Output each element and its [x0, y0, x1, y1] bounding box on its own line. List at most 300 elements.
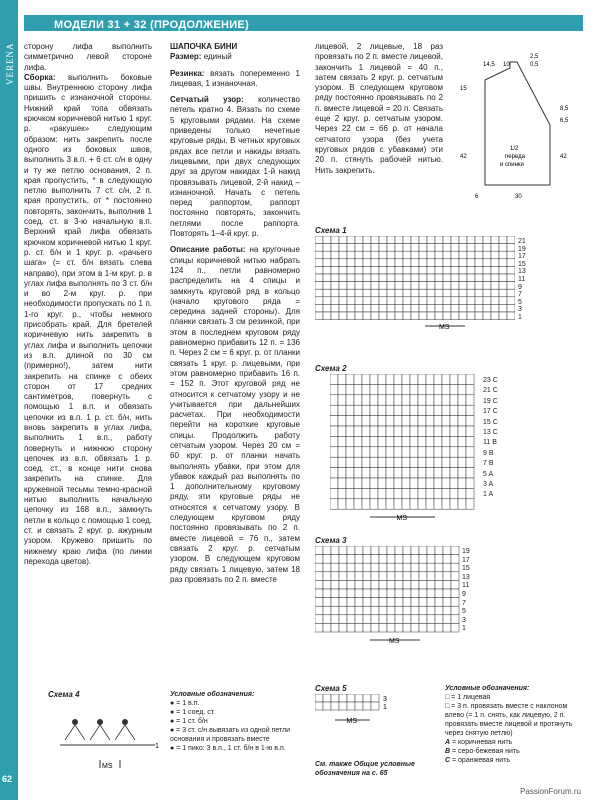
grid-cell — [418, 499, 426, 509]
grid-cell — [315, 282, 323, 290]
grid-cell — [371, 615, 379, 624]
grid-cell — [331, 615, 339, 624]
grid-cell — [331, 598, 339, 607]
grid-cell — [458, 395, 466, 405]
grid-cell — [379, 572, 387, 581]
grid-cell — [330, 395, 338, 405]
column-1 — [24, 42, 152, 567]
grid-cell — [363, 555, 371, 564]
grid-cell — [323, 702, 331, 710]
grid-cell — [331, 244, 339, 252]
row-number: 15 C — [483, 418, 498, 426]
grid-cell — [402, 416, 410, 426]
row-number: 3 — [383, 696, 387, 703]
grid-cell — [450, 416, 458, 426]
grid-cell — [363, 236, 371, 244]
grid-cell — [402, 395, 410, 405]
legend-item: □ = 1 лицевая — [445, 694, 491, 701]
grid-cell — [323, 304, 331, 312]
grid-cell — [378, 468, 386, 478]
grid-cell — [378, 405, 386, 415]
grid-cell — [339, 236, 347, 244]
grid-cell — [435, 251, 443, 259]
grid-cell — [379, 563, 387, 572]
grid-cell — [458, 436, 466, 446]
grid-cell — [347, 580, 355, 589]
grid-cell — [363, 615, 371, 624]
grid-cell — [331, 546, 339, 555]
grid-cell — [395, 251, 403, 259]
grid-cell — [387, 259, 395, 267]
grid-cell — [435, 572, 443, 581]
grid-cell — [323, 606, 331, 615]
grid-cell — [354, 426, 362, 436]
grid-cell — [507, 282, 515, 290]
grid-cell — [451, 289, 459, 297]
grid-cell — [467, 244, 475, 252]
grid-cell — [443, 555, 451, 564]
grid-cell — [450, 488, 458, 498]
grid-cell — [491, 304, 499, 312]
row-number: 19 C — [483, 397, 498, 405]
grid-cell — [483, 297, 491, 305]
grid-cell — [426, 499, 434, 509]
ms-label: MS — [439, 324, 450, 331]
grid-cell — [395, 236, 403, 244]
grid-cell — [323, 563, 331, 572]
grid-cell — [402, 384, 410, 394]
grid-cell — [315, 259, 323, 267]
grid-cell — [411, 580, 419, 589]
grid-cell — [323, 623, 331, 632]
grid-cell — [355, 606, 363, 615]
grid-cell — [402, 405, 410, 415]
legend-title: Условные обозначения: — [170, 691, 255, 698]
row-number: 1 A — [483, 491, 494, 499]
grid-cell — [411, 274, 419, 282]
grid-cell — [435, 615, 443, 624]
schema-2-rows — [483, 376, 498, 501]
grid-cell — [379, 289, 387, 297]
grid-cell — [411, 589, 419, 598]
grid-cell — [355, 289, 363, 297]
grid-cell — [387, 606, 395, 615]
grid-cell — [331, 251, 339, 259]
grid-cell — [459, 244, 467, 252]
grid-cell — [355, 266, 363, 274]
grid-cell — [362, 374, 370, 384]
grid-cell — [330, 405, 338, 415]
grid-cell — [315, 694, 323, 702]
grid-cell — [395, 589, 403, 598]
grid-cell — [362, 436, 370, 446]
grid-cell — [323, 694, 331, 702]
grid-cell — [363, 304, 371, 312]
grid-cell — [466, 468, 474, 478]
grid-cell — [315, 598, 323, 607]
ms-label: MS — [346, 718, 357, 725]
grid-cell — [323, 615, 331, 624]
grid-cell — [403, 563, 411, 572]
grid-cell — [418, 405, 426, 415]
grid-cell — [315, 546, 323, 555]
grid-cell — [363, 623, 371, 632]
grid-cell — [411, 304, 419, 312]
grid-cell — [362, 395, 370, 405]
grid-cell — [378, 436, 386, 446]
grid-cell — [443, 266, 451, 274]
grid-cell — [346, 426, 354, 436]
grid-cell — [499, 274, 507, 282]
grid-cell — [426, 384, 434, 394]
grid-cell — [459, 297, 467, 305]
grid-cell — [338, 436, 346, 446]
grid-cell — [339, 598, 347, 607]
grid-cell — [475, 289, 483, 297]
grid-cell — [451, 244, 459, 252]
grid-cell — [450, 447, 458, 457]
grid-cell — [331, 289, 339, 297]
grid-cell — [451, 251, 459, 259]
grid-cell — [443, 580, 451, 589]
grid-cell — [354, 488, 362, 498]
grid-cell — [475, 244, 483, 252]
grid-cell — [411, 282, 419, 290]
grid-cell — [403, 615, 411, 624]
grid-cell — [419, 259, 427, 267]
grid-cell — [330, 478, 338, 488]
schema-4-diagram — [55, 710, 165, 780]
grid-cell — [378, 478, 386, 488]
grid-cell — [347, 555, 355, 564]
grid-cell — [363, 312, 371, 320]
grid-cell — [338, 468, 346, 478]
grid-cell — [458, 488, 466, 498]
grid-cell — [354, 478, 362, 488]
grid-cell — [450, 395, 458, 405]
grid-cell — [450, 457, 458, 467]
grid-cell — [387, 563, 395, 572]
grid-cell — [466, 374, 474, 384]
grid-cell — [434, 395, 442, 405]
grid-cell — [371, 259, 379, 267]
grid-cell — [427, 615, 435, 624]
grid-cell — [354, 416, 362, 426]
grid-cell — [507, 274, 515, 282]
dim-label: 8,5 — [560, 106, 569, 112]
grid-cell — [379, 236, 387, 244]
grid-cell — [475, 304, 483, 312]
grid-cell — [467, 297, 475, 305]
grid-cell — [386, 395, 394, 405]
legend-item: ● = 1 пико: 3 в.п., 1 ст. б/н в 1-ю в.п. — [170, 745, 286, 752]
grid-cell — [315, 580, 323, 589]
grid-cell — [379, 555, 387, 564]
grid-cell — [386, 416, 394, 426]
grid-cell — [475, 236, 483, 244]
grid-cell — [507, 297, 515, 305]
grid-cell — [427, 297, 435, 305]
grid-cell — [507, 289, 515, 297]
grid-cell — [347, 312, 355, 320]
legend-item: ● = 1 соед. ст. — [170, 709, 216, 716]
grid-cell — [339, 563, 347, 572]
grid-cell — [362, 457, 370, 467]
grid-cell — [379, 244, 387, 252]
grid-cell — [451, 312, 459, 320]
grid-cell — [451, 623, 459, 632]
grid-cell — [394, 488, 402, 498]
grid-cell — [467, 282, 475, 290]
grid-cell — [395, 244, 403, 252]
grid-cell — [315, 289, 323, 297]
grid-cell — [347, 274, 355, 282]
grid-cell — [451, 555, 459, 564]
grid-cell — [370, 499, 378, 509]
grid-cell — [387, 274, 395, 282]
grid-cell — [499, 236, 507, 244]
grid-cell — [403, 606, 411, 615]
grid-cell — [410, 395, 418, 405]
grid-cell — [466, 499, 474, 509]
grid-cell — [354, 374, 362, 384]
grid-cell — [330, 436, 338, 446]
grid-cell — [370, 488, 378, 498]
grid-cell — [403, 244, 411, 252]
garment-diagram — [455, 50, 585, 210]
grid-cell — [442, 499, 450, 509]
grid-cell — [379, 598, 387, 607]
grid-cell — [387, 312, 395, 320]
grid-cell — [371, 282, 379, 290]
grid-cell — [442, 436, 450, 446]
grid-cell — [363, 251, 371, 259]
grid-cell — [427, 598, 435, 607]
grid-cell — [355, 297, 363, 305]
grid-cell — [410, 426, 418, 436]
grid-cell — [467, 266, 475, 274]
grid-cell — [347, 623, 355, 632]
grid-cell — [370, 374, 378, 384]
grid-cell — [386, 447, 394, 457]
grid-cell — [402, 488, 410, 498]
row-number: 15 — [462, 565, 470, 573]
grid-cell — [459, 282, 467, 290]
grid-cell — [491, 297, 499, 305]
grid-cell — [459, 236, 467, 244]
grid-cell — [371, 274, 379, 282]
grid-cell — [331, 572, 339, 581]
row-number: 17 C — [483, 408, 498, 416]
schema-3-grid — [315, 546, 465, 646]
grid-cell — [355, 702, 363, 710]
grid-cell — [411, 289, 419, 297]
grid-cell — [394, 468, 402, 478]
grid-cell — [363, 580, 371, 589]
row-number: 3 A — [483, 481, 494, 489]
grid-cell — [331, 274, 339, 282]
row-number: 19 — [462, 548, 470, 555]
grid-cell — [315, 266, 323, 274]
grid-cell — [395, 266, 403, 274]
grid-cell — [331, 694, 339, 702]
schema-4-title: Схема 4 — [48, 690, 80, 699]
grid-cell — [491, 282, 499, 290]
grid-cell — [427, 606, 435, 615]
grid-cell — [451, 572, 459, 581]
grid-cell — [451, 606, 459, 615]
grid-cell — [338, 499, 346, 509]
grid-cell — [427, 580, 435, 589]
grid-cell — [338, 478, 346, 488]
grid-cell — [394, 405, 402, 415]
grid-cell — [378, 457, 386, 467]
grid-cell — [491, 251, 499, 259]
grid-cell — [443, 572, 451, 581]
row-number: 7 — [518, 291, 522, 299]
grid-cell — [467, 289, 475, 297]
grid-cell — [315, 555, 323, 564]
grid-cell — [338, 405, 346, 415]
row-number: 21 — [518, 238, 526, 245]
grid-cell — [411, 606, 419, 615]
grid-cell — [499, 259, 507, 267]
grid-cell — [363, 702, 371, 710]
grid-cell — [362, 447, 370, 457]
grid-cell — [315, 236, 323, 244]
grid-cell — [387, 266, 395, 274]
grid-cell — [371, 297, 379, 305]
dim-label: и спинки — [500, 162, 524, 168]
grid-cell — [371, 702, 379, 710]
schema-1-grid — [315, 236, 515, 331]
grid-cell — [427, 546, 435, 555]
grid-cell — [355, 274, 363, 282]
grid-cell — [443, 598, 451, 607]
grid-cell — [507, 304, 515, 312]
grid-cell — [315, 312, 323, 320]
grid-cell — [443, 589, 451, 598]
grid-cell — [338, 384, 346, 394]
grid-cell — [387, 555, 395, 564]
grid-cell — [450, 384, 458, 394]
grid-cell — [443, 546, 451, 555]
grid-cell — [347, 606, 355, 615]
grid-cell — [403, 289, 411, 297]
grid-cell — [491, 289, 499, 297]
grid-cell — [387, 615, 395, 624]
row-number: 23 C — [483, 377, 498, 384]
grid-cell — [371, 563, 379, 572]
grid-cell — [315, 702, 323, 710]
grid-cell — [394, 457, 402, 467]
grid-cell — [419, 580, 427, 589]
grid-cell — [394, 374, 402, 384]
grid-cell — [411, 572, 419, 581]
grid-cell — [363, 589, 371, 598]
grid-cell — [435, 259, 443, 267]
grid-cell — [395, 259, 403, 267]
grid-cell — [435, 598, 443, 607]
grid-cell — [362, 405, 370, 415]
grid-cell — [434, 384, 442, 394]
grid-cell — [315, 615, 323, 624]
grid-cell — [410, 457, 418, 467]
grid-cell — [443, 312, 451, 320]
grid-cell — [387, 304, 395, 312]
grid-cell — [354, 457, 362, 467]
grid-cell — [395, 615, 403, 624]
grid-cell — [450, 468, 458, 478]
dim-label: 0,5 — [530, 62, 539, 68]
grid-cell — [443, 282, 451, 290]
grid-cell — [346, 395, 354, 405]
grid-cell — [419, 251, 427, 259]
grid-cell — [330, 457, 338, 467]
grid-cell — [339, 266, 347, 274]
grid-cell — [347, 615, 355, 624]
row-number: 5 — [518, 298, 522, 306]
grid-cell — [418, 468, 426, 478]
schema-5-title: Схема 5 — [315, 684, 347, 693]
grid-cell — [507, 251, 515, 259]
grid-cell — [450, 405, 458, 415]
grid-cell — [346, 478, 354, 488]
grid-cell — [347, 282, 355, 290]
grid-cell — [362, 478, 370, 488]
grid-cell — [499, 289, 507, 297]
grid-cell — [427, 289, 435, 297]
grid-cell — [363, 274, 371, 282]
grid-cell — [434, 416, 442, 426]
grid-cell — [370, 416, 378, 426]
grid-cell — [466, 395, 474, 405]
grid-cell — [451, 297, 459, 305]
grid-cell — [442, 468, 450, 478]
dim-label: 42 — [560, 154, 567, 160]
grid-cell — [427, 555, 435, 564]
grid-cell — [346, 436, 354, 446]
grid-cell — [442, 457, 450, 467]
grid-cell — [379, 546, 387, 555]
grid-cell — [459, 312, 467, 320]
grid-cell — [395, 555, 403, 564]
grid-cell — [475, 274, 483, 282]
grid-cell — [339, 623, 347, 632]
grid-cell — [323, 572, 331, 581]
grid-cell — [346, 416, 354, 426]
grid-cell — [483, 289, 491, 297]
row-number: 7 — [462, 599, 466, 607]
grid-cell — [370, 405, 378, 415]
grid-cell — [339, 606, 347, 615]
grid-cell — [323, 259, 331, 267]
legend-item: □ = 3 п. провязать вместе с наклоном влево (= 1 п. снять, как лицевую, 2 п. провязать вместе лицевой и протянуть через снятую петлю) — [445, 703, 573, 737]
grid-cell — [443, 289, 451, 297]
grid-cell — [339, 546, 347, 555]
grid-cell — [419, 623, 427, 632]
grid-cell — [467, 236, 475, 244]
grid-cell — [411, 546, 419, 555]
grid-cell — [387, 546, 395, 555]
grid-cell — [331, 563, 339, 572]
grid-cell — [346, 457, 354, 467]
grid-cell — [355, 259, 363, 267]
grid-cell — [355, 623, 363, 632]
side-bar — [0, 0, 18, 800]
dim-label: 30 — [515, 194, 522, 200]
grid-cell — [443, 297, 451, 305]
